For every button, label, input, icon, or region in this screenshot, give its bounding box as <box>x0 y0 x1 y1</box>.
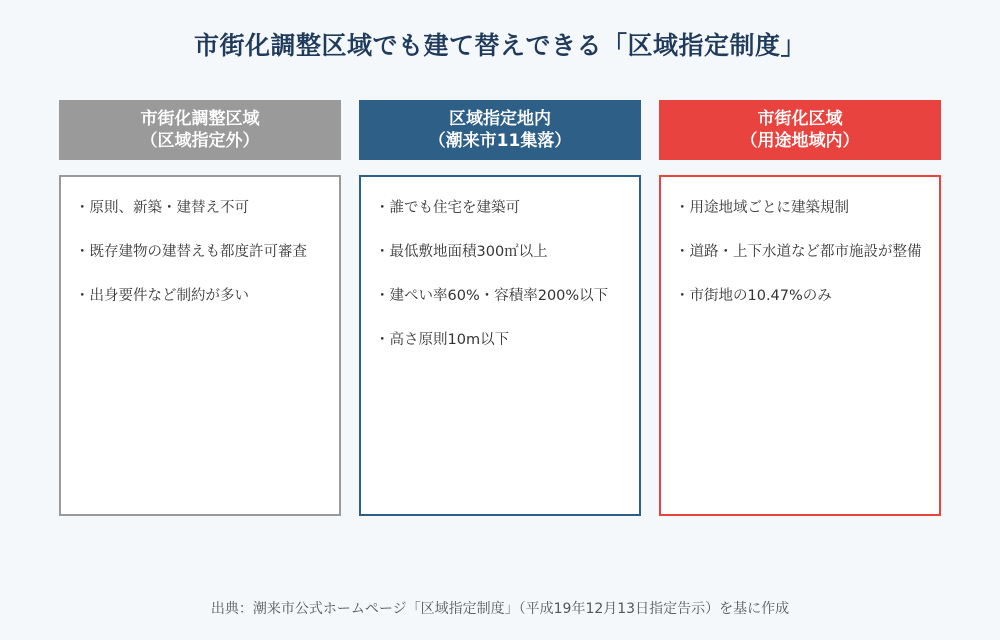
column-header <box>59 100 341 160</box>
column-header-line1: 市街化区域 <box>757 109 843 129</box>
column-urbanization-area <box>659 100 941 516</box>
item-list <box>75 197 329 307</box>
list-item: ・出身要件など制約が多い <box>75 288 249 304</box>
column-body <box>659 175 941 516</box>
item-list <box>375 197 629 351</box>
list-item: ・原則、新築・建替え不可 <box>75 200 249 216</box>
column-header-line2: （用途地域内） <box>740 131 860 151</box>
column-designated-area <box>359 100 641 516</box>
column-header-line2: （潮来市11集落） <box>428 131 572 151</box>
list-item: ・誰でも住宅を建築可 <box>375 200 520 216</box>
list-item: ・用途地域ごとに建築規制 <box>675 200 849 216</box>
column-header-line2: （区域指定外） <box>140 131 260 151</box>
column-body <box>359 175 641 516</box>
list-item: ・建ぺい率60%・容積率200%以下 <box>375 288 609 304</box>
column-body <box>59 175 341 516</box>
list-item: ・高さ原則10m以下 <box>375 332 510 348</box>
list-item: ・道路・上下水道など都市施設が整備 <box>675 244 922 260</box>
list-item: ・市街地の10.47%のみ <box>675 288 832 304</box>
column-header-line1: 区域指定地内 <box>449 109 551 129</box>
column-header-line1: 市街化調整区域 <box>140 109 260 129</box>
page-title: 市街化調整区域でも建て替えできる「区域指定制度」 <box>193 31 806 60</box>
item-list <box>675 197 929 307</box>
column-header <box>659 100 941 160</box>
list-item: ・最低敷地面積300㎡以上 <box>375 244 548 260</box>
column-chousei-outside <box>59 100 341 516</box>
list-item: ・既存建物の建替えも都度許可審査 <box>75 244 307 260</box>
source-note: 出典：潮来市公式ホームページ「区域指定制度」（平成19年12月13日指定告示）を基に作成 <box>210 601 790 617</box>
column-header <box>359 100 641 160</box>
